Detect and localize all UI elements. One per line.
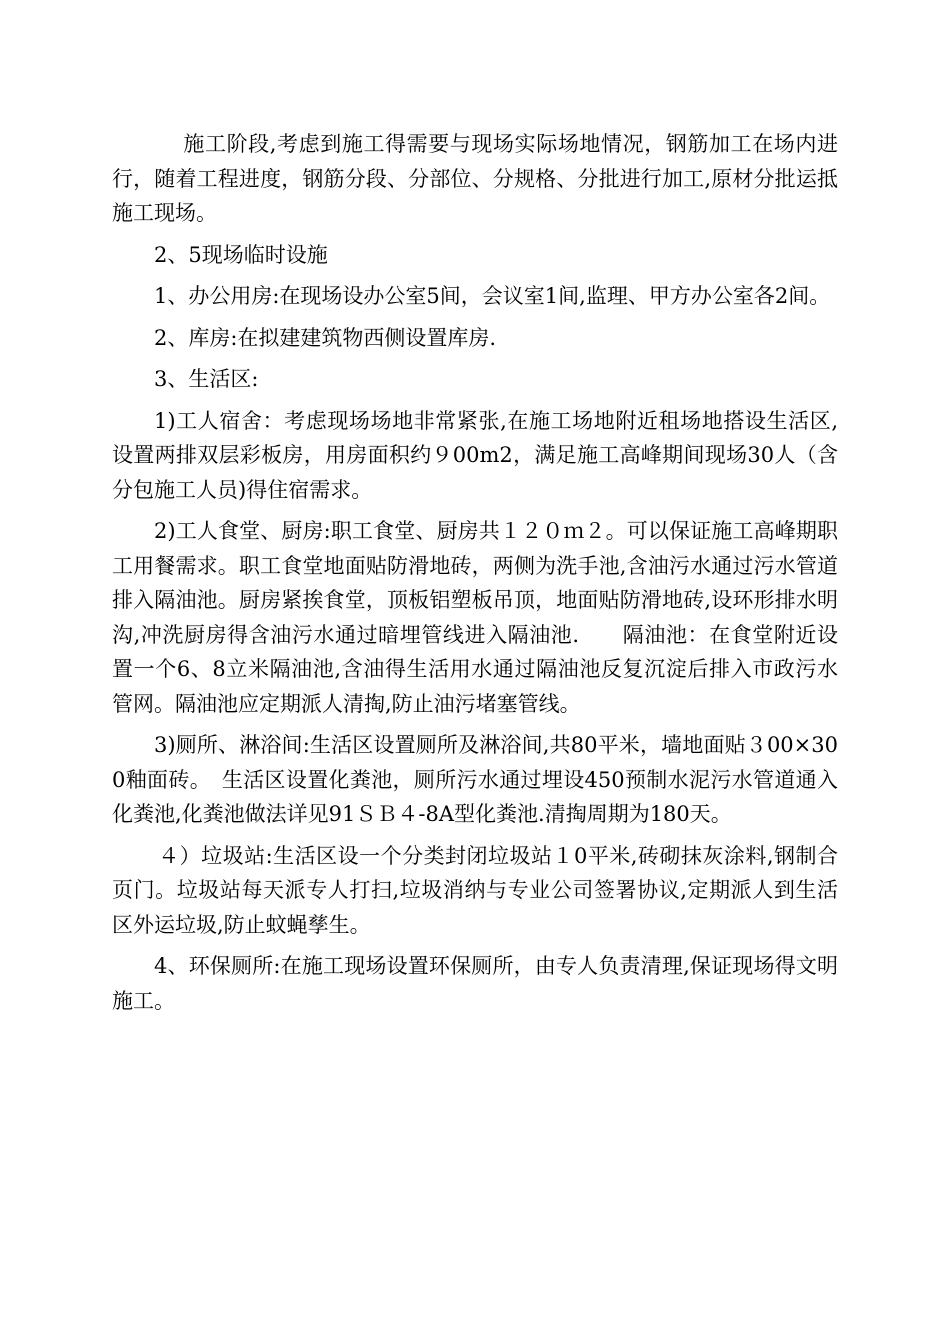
paragraph-eco-toilet: 4、环保厕所:在施工现场设置环保厕所，由专人负责清理,保证现场得文明施工。 [112, 954, 838, 1013]
paragraph-toilet-shower: 3)厕所、淋浴间:生活区设置厕所及淋浴间,共80平米，墙地面贴３00×300釉面砖。 生活区设置化粪池，厕所污水通过埋设450预制水泥污水管道通入化粪池,化粪池做法详见91ＳＢ４-8A型化粪池.清掏周期为180天。 [112, 733, 838, 826]
document-body [112, 127, 838, 1025]
paragraph-warehouse: 2、库房:在拟建建筑物西侧设置库房. [154, 325, 497, 350]
paragraph-canteen-kitchen: 2)工人食堂、厨房:职工食堂、厨房共１２０ｍ２。可以保证施工高峰期职工用餐需求。职工食堂地面贴防滑地砖，两侧为洗手池,含油污水通过污水管道排入隔油池。厨房紧挨食堂，顶板铝塑板吊顶，地面贴防滑地砖,设环形排水明沟,冲洗厨房得含油污水通过暗埋管线进入隔油池. 隔油池：在食堂附近设置一个6、8立米隔油池,含油得生活用水通过隔油池反复沉淀后排入市政污水管网。隔油池应定期派人清掏,防止油污堵塞管线。 [112, 519, 838, 716]
paragraph-office-rooms: 1、办公用房:在现场设办公室5间，会议室1间,监理、甲方办公室各2间。 [154, 284, 831, 308]
section-heading-temporary-facilities: 2、5现场临时设施 [154, 242, 328, 267]
paragraph-living-area: 3、生活区: [154, 367, 259, 391]
paragraph-garbage-station: ４）垃圾站:生活区设一个分类封闭垃圾站１0平米,砖砌抹灰涂料,钢制合页门。垃圾站每天派专人打扫,垃圾消纳与专业公司签署协议,定期派人到生活区外运垃圾,防止蚊蝇孳生。 [112, 843, 838, 937]
paragraph-worker-dormitory: 1)工人宿舍：考虑现场场地非常紧张,在施工场地附近租场地搭设生活区,设置两排双层彩板房，用房面积约９00m2，满足施工高峰期间现场30人（含分包施工人员)得住宿需求。 [112, 408, 838, 502]
paragraph-rebar-processing: 施工阶段,考虑到施工得需要与现场实际场地情况，钢筋加工在场内进行，随着工程进度，钢筋分段、分部位、分规格、分批进行加工,原材分批运抵施工现场。 [112, 132, 838, 225]
